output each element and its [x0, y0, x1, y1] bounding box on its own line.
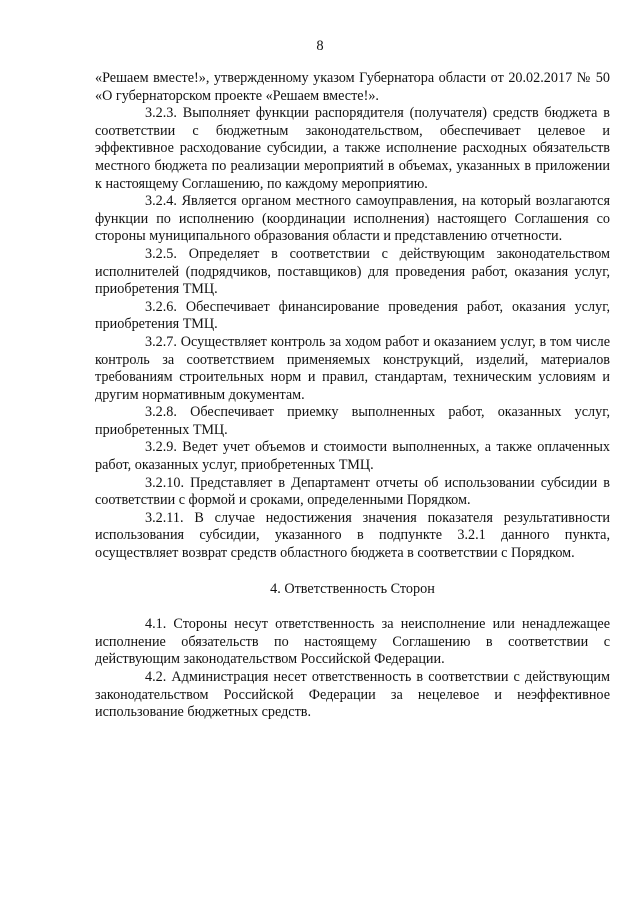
paragraph-3-2-4: 3.2.4. Является органом местного самоуправления, на который возлагаются функции по исполнению (координации исполнения) настоящего Соглашения со стороны муниципального образования области и представлению отчетности.	[95, 193, 610, 245]
paragraph-3-2-5: 3.2.5. Определяет в соответствии с действующим законодательством исполнителей (подрядчиков, поставщиков) для проведения работ, оказания услуг, приобретения ТМЦ.	[95, 245, 610, 298]
paragraph-3-2-6: 3.2.6. Обеспечивает финансирование проведения работ, оказания услуг, приобретения ТМЦ.	[95, 298, 610, 333]
paragraph-3-2-9: 3.2.9. Ведет учет объемов и стоимости выполненных, а также оплаченных работ, оказанных услуг, приобретенных ТМЦ.	[95, 439, 610, 474]
paragraph-continuation: «Решаем вместе!», утвержденному указом Губернатора области от 20.02.2017 № 50 «О губернаторском проекте «Решаем вместе!».	[95, 70, 610, 104]
paragraph-4-1: 4.1. Стороны несут ответственность за неисполнение или ненадлежащее исполнение обязательств по настоящему Соглашению в соответствии с действующим законодательством Российской Федерации.	[95, 616, 610, 668]
paragraph-3-2-7: 3.2.7. Осуществляет контроль за ходом работ и оказанием услуг, в том числе контроль за соответствием применяемых конструкций, изделий, материалов требованиям строительных норм и правил, стандартам, техническим условиям и другим нормативным документам.	[95, 333, 610, 403]
paragraphs-after-heading	[95, 616, 610, 722]
paragraph-3-2-11: 3.2.11. В случае недостижения значения показателя результативности использования субсидии, указанного в подпункте 3.2.1 данного пункта, осуществляет возврат средств областного бюджета в соответствии с Порядком.	[95, 509, 610, 562]
paragraph-4-2: 4.2. Администрация несет ответственность в соответствии с действующим законодательством Российской Федерации за нецелевое и неэффективное использование бюджетных средств.	[95, 669, 610, 721]
paragraph-3-2-10: 3.2.10. Представляет в Департамент отчеты об использовании субсидии в соответствии с формой и сроками, определенными Порядком.	[95, 474, 610, 509]
section-heading: 4. Ответственность Сторон	[270, 580, 435, 597]
page-number: 8	[316, 38, 324, 54]
paragraph-3-2-8: 3.2.8. Обеспечивает приемку выполненных работ, оказанных услуг, приобретенных ТМЦ.	[95, 404, 610, 438]
paragraph-3-2-3: 3.2.3. Выполняет функции распорядителя (получателя) средств бюджета в соответствии с бюджетным законодательством, обеспечивает целевое и эффективное расходование субсидии, а также исполнение расходных обязательств местного бюджета по реализации мероприятий в объемах, указанных в приложении к настоящему Соглашению, по каждому мероприятию.	[95, 105, 610, 192]
document-body	[95, 70, 610, 722]
paragraphs-before-heading	[95, 70, 610, 563]
